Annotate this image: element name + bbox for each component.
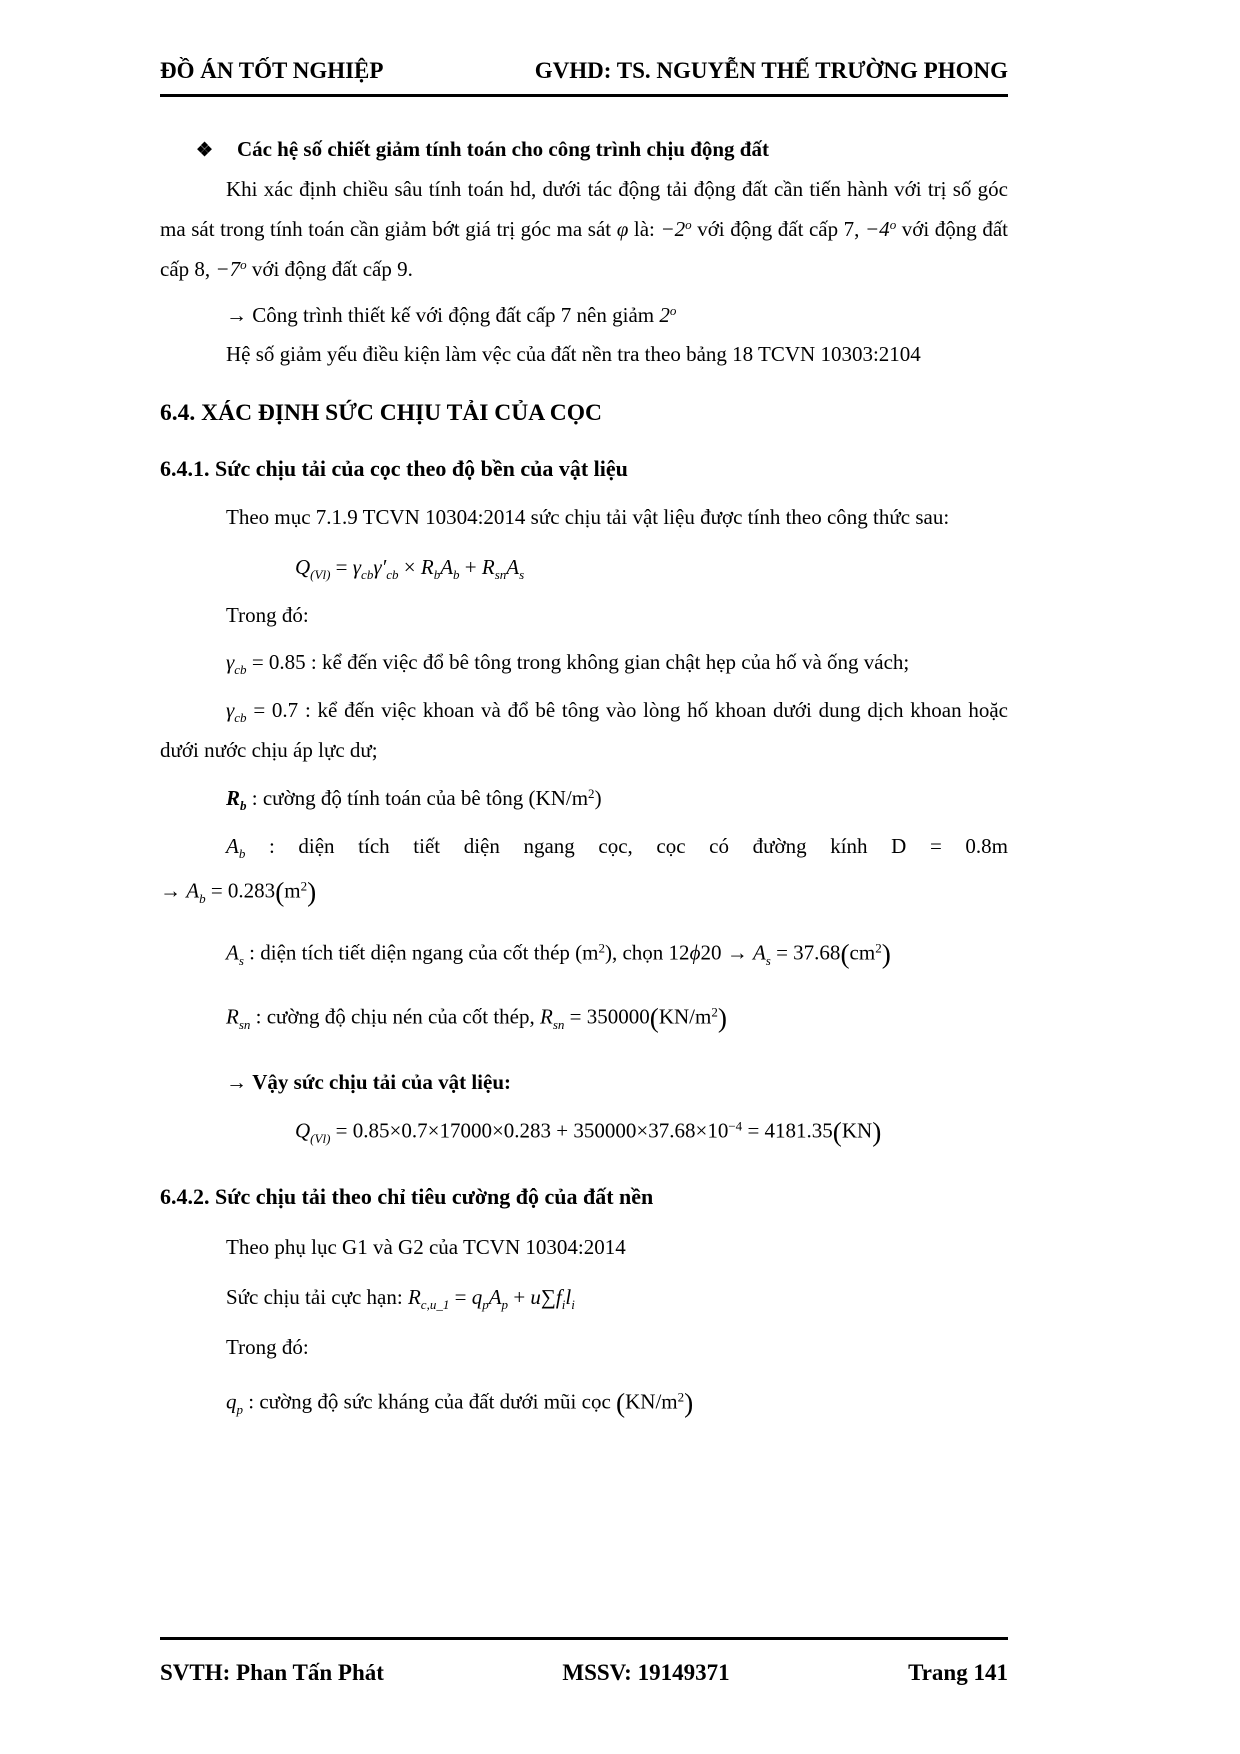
page-content bbox=[160, 126, 1008, 1430]
footer-page-number: Trang 141 bbox=[908, 1660, 1008, 1685]
paragraph-formula-intro: Theo mục 7.1.9 TCVN 10304:2014 sức chịu tải vật liệu được tính theo công thức sau: bbox=[226, 504, 950, 529]
bullet-heading-text: Các hệ số chiết giảm tính toán cho công trình chịu động đất bbox=[236, 137, 769, 161]
footer-student-id: MSSV: 19149371 bbox=[562, 1660, 730, 1685]
paragraph-appendix-reference: Theo phụ lục G1 và G2 của TCVN 10304:2014 bbox=[226, 1235, 626, 1260]
definition-gamma-07: $\gamma_{cb} = 0.7$ : kể đến việc khoan và đổ bê tông vào lòng hố khoan dưới dung dịch khoan hoặc dưới nước chịu áp lực dư; bbox=[160, 698, 1008, 763]
section-heading-6-4-1: 6.4.1. Sức chịu tải của cọc theo độ bền của vật liệu bbox=[160, 455, 628, 481]
definition-as: $A_s$ : diện tích tiết diện ngang của cốt thép $(m^2)$, chọn $12\phi 20 \to A_s = 37.68(cm^2)$ bbox=[226, 938, 891, 969]
header-advisor: GVHD: TS. NGUYỄN THẾ TRƯỜNG PHONG bbox=[534, 58, 1008, 83]
label-trong-do-2: Trong đó: bbox=[226, 1335, 309, 1359]
note-reduction-coefficient: Hệ số giảm yếu điều kiện làm vệc của đất nền tra theo bảng 18 TCVN 10303:2104 bbox=[226, 342, 921, 367]
definition-qp: $q_p$ : cường độ sức kháng của đất dưới mũi cọc $(KN/m^2)$ bbox=[226, 1387, 694, 1418]
arrow-material-capacity-label: → Vậy sức chịu tải của vật liệu: bbox=[226, 1069, 512, 1094]
arrow-ab-value: → $A_b = 0.283(m^2)$ bbox=[160, 877, 317, 908]
definition-gamma-085: $\gamma_{cb} = 0.85$ : kể đến việc đổ bê tông trong không gian chật hẹp của hố và ống vách; bbox=[226, 650, 910, 678]
list-bullet-heading bbox=[160, 130, 1008, 170]
header-title: ĐỒ ÁN TỐT NGHIỆP bbox=[160, 58, 384, 83]
page-header bbox=[160, 58, 1008, 97]
arrow-note-seismic-level: → Công trình thiết kế với động đất cấp 7 nên giảm 2$^o$ bbox=[226, 302, 677, 327]
formula-material-capacity: $Q_{(Vl)} = \gamma_{cb}\gamma'_{cb} \times R_bA_b + R_{sn}A_s$ bbox=[295, 554, 525, 582]
footer-author: SVTH: Phan Tấn Phát bbox=[160, 1660, 384, 1685]
paragraph-seismic-intro: Khi xác định chiều sâu tính toán hd, dưới tác động tải động đất cần tiến hành với trị số góc ma sát trong tính toán cần giảm bớt giá trị góc ma sát φ là: $-2^o$ với động đất cấp 7, $-4^o$ với động đất cấp 8, $-7^o$ với động đất cấp 9. bbox=[160, 176, 1008, 281]
definition-rb: $R_b$ : cường độ tính toán của bê tông $(KN/m^2)$ bbox=[226, 786, 602, 814]
diamond-bullet-icon: ❖ bbox=[196, 140, 213, 161]
definition-rsn: $R_{sn}$ : cường độ chịu nén của cốt thép, $R_{sn} = 350000(KN/m^2)$ bbox=[226, 1002, 727, 1033]
formula-ultimate-capacity: Sức chịu tải cực hạn: $R_{c,u\_1} = q_pA_p + u\sum f_il_i$ bbox=[226, 1285, 575, 1313]
section-heading-6-4-2: 6.4.2. Sức chịu tải theo chỉ tiêu cường độ của đất nền bbox=[160, 1184, 654, 1210]
section-heading-6-4: 6.4. XÁC ĐỊNH SỨC CHỊU TẢI CỦA CỌC bbox=[160, 400, 602, 427]
definition-ab: $A_b$ : diện tích tiết diện ngang cọc, cọc có đường kính D = 0.8m bbox=[226, 834, 1008, 862]
label-trong-do-1: Trong đó: bbox=[226, 602, 309, 627]
formula-material-capacity-result: $Q_{(Vl)} = 0.85\times 0.7\times 17000\times 0.283 + 350000\times 37.68\times 10^{-4} = 4181.35(KN)$ bbox=[295, 1116, 882, 1147]
page-footer bbox=[160, 1637, 1008, 1686]
